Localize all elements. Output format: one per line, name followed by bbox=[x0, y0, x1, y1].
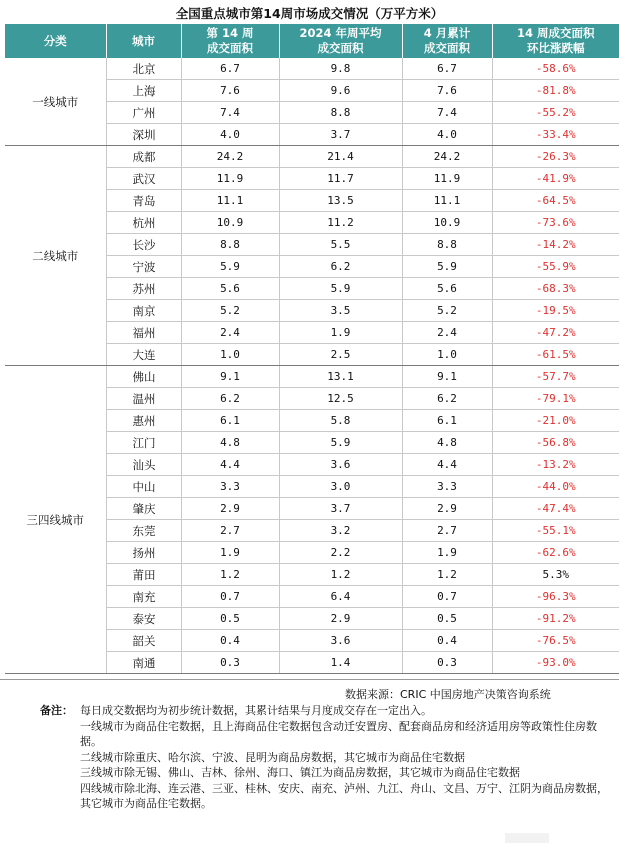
city-cell: 惠州 bbox=[106, 410, 181, 432]
avg-2024-cell: 13.5 bbox=[279, 190, 402, 212]
change-cell: -76.5% bbox=[492, 630, 619, 652]
week-area-cell: 10.9 bbox=[181, 212, 279, 234]
week-area-cell: 11.9 bbox=[181, 168, 279, 190]
avg-2024-cell: 3.2 bbox=[279, 520, 402, 542]
city-cell: 佛山 bbox=[106, 366, 181, 388]
april-cum-cell: 1.0 bbox=[402, 344, 492, 366]
april-cum-cell: 24.2 bbox=[402, 146, 492, 168]
change-cell: -14.2% bbox=[492, 234, 619, 256]
week-area-cell: 24.2 bbox=[181, 146, 279, 168]
week-area-cell: 3.3 bbox=[181, 476, 279, 498]
april-cum-cell: 0.7 bbox=[402, 586, 492, 608]
city-cell: 上海 bbox=[106, 80, 181, 102]
header-april-cum-line2: 成交面积 bbox=[424, 41, 470, 55]
avg-2024-cell: 5.9 bbox=[279, 278, 402, 300]
week-area-cell: 1.0 bbox=[181, 344, 279, 366]
note-line: 一线城市为商品住宅数据，且上海商品住宅数据包含动迁安置房、配套商品房和经济适用房等政策性住房数据。 bbox=[80, 719, 597, 748]
april-cum-cell: 4.8 bbox=[402, 432, 492, 454]
header-change bbox=[492, 24, 619, 58]
week-area-cell: 0.7 bbox=[181, 586, 279, 608]
change-cell: -21.0% bbox=[492, 410, 619, 432]
april-cum-cell: 1.2 bbox=[402, 564, 492, 586]
week-area-cell: 4.8 bbox=[181, 432, 279, 454]
april-cum-cell: 9.1 bbox=[402, 366, 492, 388]
avg-2024-cell: 3.6 bbox=[279, 454, 402, 476]
week-area-cell: 5.2 bbox=[181, 300, 279, 322]
avg-2024-cell: 1.4 bbox=[279, 652, 402, 674]
week-area-cell: 2.7 bbox=[181, 520, 279, 542]
category-cell: 一线城市 bbox=[5, 58, 106, 146]
change-cell: -68.3% bbox=[492, 278, 619, 300]
april-cum-cell: 2.7 bbox=[402, 520, 492, 542]
avg-2024-cell: 5.5 bbox=[279, 234, 402, 256]
avg-2024-cell: 5.9 bbox=[279, 432, 402, 454]
city-cell: 福州 bbox=[106, 322, 181, 344]
week-area-cell: 8.8 bbox=[181, 234, 279, 256]
city-cell: 成都 bbox=[106, 146, 181, 168]
header-change-line1: 14 周成交面积 bbox=[516, 26, 595, 40]
city-cell: 温州 bbox=[106, 388, 181, 410]
city-cell: 宁波 bbox=[106, 256, 181, 278]
note-line: 每日成交数据均为初步统计数据，其累计结果与月度成交存在一定出入。 bbox=[80, 704, 432, 717]
city-cell: 武汉 bbox=[106, 168, 181, 190]
avg-2024-cell: 2.5 bbox=[279, 344, 402, 366]
header-week-area bbox=[181, 24, 279, 58]
change-cell: -47.4% bbox=[492, 498, 619, 520]
week-area-cell: 0.5 bbox=[181, 608, 279, 630]
avg-2024-cell: 21.4 bbox=[279, 146, 402, 168]
week-area-cell: 6.7 bbox=[181, 58, 279, 80]
week-area-cell: 7.4 bbox=[181, 102, 279, 124]
header-april-cum bbox=[402, 24, 492, 58]
week-area-cell: 0.4 bbox=[181, 630, 279, 652]
data-source: 数据来源：CRIC 中国房地产决策咨询系统 bbox=[345, 688, 551, 701]
avg-2024-cell: 3.7 bbox=[279, 498, 402, 520]
city-cell: 深圳 bbox=[106, 124, 181, 146]
change-cell: -13.2% bbox=[492, 454, 619, 476]
table-row bbox=[5, 58, 619, 80]
table-title: 全国重点城市第14周市场成交情况（万平方米） bbox=[175, 6, 444, 21]
change-cell: -62.6% bbox=[492, 542, 619, 564]
city-cell: 大连 bbox=[106, 344, 181, 366]
notes-label: 备注： bbox=[40, 704, 73, 717]
april-cum-cell: 4.0 bbox=[402, 124, 492, 146]
avg-2024-cell: 3.0 bbox=[279, 476, 402, 498]
table-body bbox=[5, 58, 619, 674]
table-bottom-rule bbox=[0, 679, 619, 680]
week-area-cell: 0.3 bbox=[181, 652, 279, 674]
change-cell: -93.0% bbox=[492, 652, 619, 674]
avg-2024-cell: 3.7 bbox=[279, 124, 402, 146]
change-cell: -41.9% bbox=[492, 168, 619, 190]
avg-2024-cell: 11.2 bbox=[279, 212, 402, 234]
city-cell: 东莞 bbox=[106, 520, 181, 542]
change-cell: -55.1% bbox=[492, 520, 619, 542]
avg-2024-cell: 12.5 bbox=[279, 388, 402, 410]
avg-2024-cell: 3.6 bbox=[279, 630, 402, 652]
avg-2024-cell: 5.8 bbox=[279, 410, 402, 432]
category-cell: 三四线城市 bbox=[5, 366, 106, 674]
week-area-cell: 2.4 bbox=[181, 322, 279, 344]
header-avg-2024-line2: 成交面积 bbox=[317, 41, 364, 55]
april-cum-cell: 5.9 bbox=[402, 256, 492, 278]
category-cell: 二线城市 bbox=[5, 146, 106, 366]
note-line: 二线城市除重庆、哈尔滨、宁波、昆明为商品房数据，其它城市为商品住宅数据 bbox=[80, 750, 465, 764]
header-avg-2024 bbox=[279, 24, 402, 58]
transaction-table bbox=[5, 24, 619, 674]
april-cum-cell: 11.9 bbox=[402, 168, 492, 190]
change-cell: -55.2% bbox=[492, 102, 619, 124]
change-cell: -26.3% bbox=[492, 146, 619, 168]
april-cum-cell: 1.9 bbox=[402, 542, 492, 564]
change-cell: -19.5% bbox=[492, 300, 619, 322]
week-area-cell: 6.1 bbox=[181, 410, 279, 432]
city-cell: 杭州 bbox=[106, 212, 181, 234]
notes-body bbox=[80, 703, 615, 812]
change-cell: -33.4% bbox=[492, 124, 619, 146]
header-category: 分类 bbox=[5, 24, 106, 58]
city-cell: 苏州 bbox=[106, 278, 181, 300]
city-cell: 泰安 bbox=[106, 608, 181, 630]
header-city: 城市 bbox=[106, 24, 181, 58]
april-cum-cell: 7.4 bbox=[402, 102, 492, 124]
avg-2024-cell: 3.5 bbox=[279, 300, 402, 322]
april-cum-cell: 7.6 bbox=[402, 80, 492, 102]
april-cum-cell: 5.6 bbox=[402, 278, 492, 300]
change-cell: -44.0% bbox=[492, 476, 619, 498]
week-area-cell: 1.2 bbox=[181, 564, 279, 586]
change-cell: -81.8% bbox=[492, 80, 619, 102]
week-area-cell: 11.1 bbox=[181, 190, 279, 212]
city-cell: 南通 bbox=[106, 652, 181, 674]
change-cell: -91.2% bbox=[492, 608, 619, 630]
city-cell: 扬州 bbox=[106, 542, 181, 564]
city-cell: 广州 bbox=[106, 102, 181, 124]
avg-2024-cell: 9.6 bbox=[279, 80, 402, 102]
header-change-line2: 环比涨跌幅 bbox=[527, 41, 585, 55]
change-cell: -47.2% bbox=[492, 322, 619, 344]
city-cell: 江门 bbox=[106, 432, 181, 454]
week-area-cell: 5.6 bbox=[181, 278, 279, 300]
city-cell: 韶关 bbox=[106, 630, 181, 652]
note-line: 三线城市除无锡、佛山、吉林、徐州、海口、镇江为商品房数据，其它城市为商品住宅数据 bbox=[80, 766, 520, 779]
avg-2024-cell: 9.8 bbox=[279, 58, 402, 80]
header-april-cum-line1: 4 月累计 bbox=[423, 26, 471, 40]
header-row bbox=[5, 24, 619, 58]
week-area-cell: 2.9 bbox=[181, 498, 279, 520]
notes-section bbox=[40, 703, 615, 812]
april-cum-cell: 0.5 bbox=[402, 608, 492, 630]
april-cum-cell: 4.4 bbox=[402, 454, 492, 476]
change-cell: -64.5% bbox=[492, 190, 619, 212]
city-cell: 南京 bbox=[106, 300, 181, 322]
header-avg-2024-line1: 2024 年周平均 bbox=[299, 26, 382, 40]
avg-2024-cell: 6.2 bbox=[279, 256, 402, 278]
change-cell: -57.7% bbox=[492, 366, 619, 388]
note-line: 四线城市除北海、连云港、三亚、桂林、安庆、南充、泸州、九江、舟山、文昌、万宁、江阴为商品房数据，其它城市为商品住宅数据。 bbox=[80, 781, 608, 810]
april-cum-cell: 6.2 bbox=[402, 388, 492, 410]
avg-2024-cell: 1.9 bbox=[279, 322, 402, 344]
week-area-cell: 6.2 bbox=[181, 388, 279, 410]
week-area-cell: 5.9 bbox=[181, 256, 279, 278]
change-cell: -55.9% bbox=[492, 256, 619, 278]
avg-2024-cell: 2.9 bbox=[279, 608, 402, 630]
week-area-cell: 1.9 bbox=[181, 542, 279, 564]
change-cell: -73.6% bbox=[492, 212, 619, 234]
april-cum-cell: 2.4 bbox=[402, 322, 492, 344]
april-cum-cell: 6.7 bbox=[402, 58, 492, 80]
city-cell: 长沙 bbox=[106, 234, 181, 256]
table-row bbox=[5, 146, 619, 168]
header-week-area-line1: 第 14 周 bbox=[206, 26, 254, 40]
april-cum-cell: 3.3 bbox=[402, 476, 492, 498]
change-cell: -79.1% bbox=[492, 388, 619, 410]
week-area-cell: 7.6 bbox=[181, 80, 279, 102]
change-cell: -56.8% bbox=[492, 432, 619, 454]
avg-2024-cell: 2.2 bbox=[279, 542, 402, 564]
april-cum-cell: 5.2 bbox=[402, 300, 492, 322]
april-cum-cell: 11.1 bbox=[402, 190, 492, 212]
city-cell: 肇庆 bbox=[106, 498, 181, 520]
city-cell: 北京 bbox=[106, 58, 181, 80]
city-cell: 青岛 bbox=[106, 190, 181, 212]
table-row bbox=[5, 366, 619, 388]
avg-2024-cell: 13.1 bbox=[279, 366, 402, 388]
corner-mark bbox=[505, 833, 549, 843]
city-cell: 南充 bbox=[106, 586, 181, 608]
week-area-cell: 9.1 bbox=[181, 366, 279, 388]
change-cell: -96.3% bbox=[492, 586, 619, 608]
april-cum-cell: 2.9 bbox=[402, 498, 492, 520]
avg-2024-cell: 8.8 bbox=[279, 102, 402, 124]
city-cell: 莆田 bbox=[106, 564, 181, 586]
change-cell: 5.3% bbox=[492, 564, 619, 586]
avg-2024-cell: 11.7 bbox=[279, 168, 402, 190]
april-cum-cell: 0.4 bbox=[402, 630, 492, 652]
city-cell: 中山 bbox=[106, 476, 181, 498]
april-cum-cell: 10.9 bbox=[402, 212, 492, 234]
avg-2024-cell: 1.2 bbox=[279, 564, 402, 586]
april-cum-cell: 0.3 bbox=[402, 652, 492, 674]
april-cum-cell: 6.1 bbox=[402, 410, 492, 432]
change-cell: -61.5% bbox=[492, 344, 619, 366]
week-area-cell: 4.4 bbox=[181, 454, 279, 476]
april-cum-cell: 8.8 bbox=[402, 234, 492, 256]
week-area-cell: 4.0 bbox=[181, 124, 279, 146]
header-week-area-line2: 成交面积 bbox=[207, 41, 253, 55]
change-cell: -58.6% bbox=[492, 58, 619, 80]
avg-2024-cell: 6.4 bbox=[279, 586, 402, 608]
city-cell: 汕头 bbox=[106, 454, 181, 476]
